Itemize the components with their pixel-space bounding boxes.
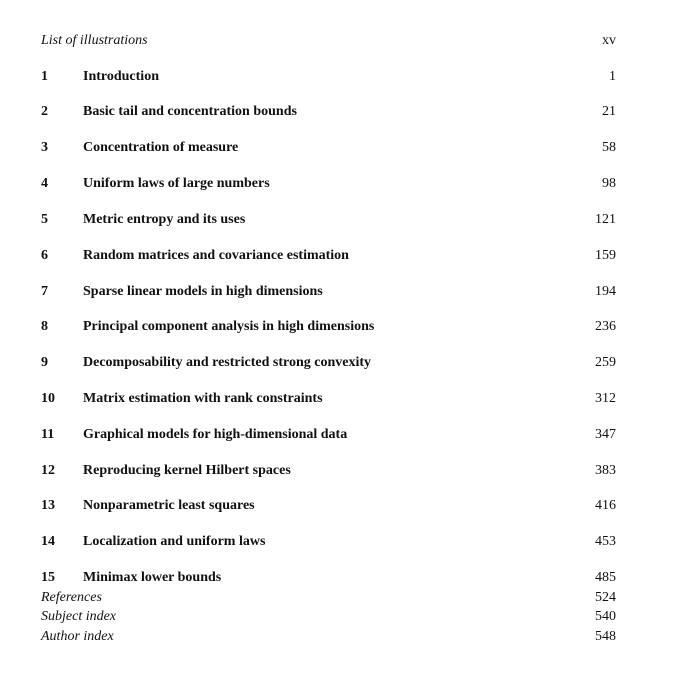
chapter-page: 485 bbox=[595, 570, 616, 585]
chapter-number: 5 bbox=[41, 212, 48, 227]
chapter-page: 236 bbox=[595, 319, 616, 334]
chapter-page: 21 bbox=[602, 104, 616, 119]
toc-entry-chapter-7[interactable] bbox=[41, 282, 616, 302]
chapter-number: 2 bbox=[41, 104, 48, 119]
toc-entry-chapter-1[interactable] bbox=[41, 67, 616, 87]
toc-entry-chapter-4[interactable] bbox=[41, 174, 616, 194]
toc-entry-chapter-14[interactable] bbox=[41, 532, 616, 552]
toc-entry-chapter-15[interactable] bbox=[41, 568, 616, 588]
toc-entry-title: Subject index bbox=[41, 609, 117, 624]
chapter-number: 3 bbox=[41, 140, 48, 155]
chapter-number: 10 bbox=[41, 391, 55, 406]
toc-entry-chapter-3[interactable] bbox=[41, 138, 616, 158]
toc-entry-chapter-5[interactable] bbox=[41, 210, 616, 230]
toc-entry-title: References bbox=[41, 590, 102, 605]
toc-entry-page: 548 bbox=[595, 629, 616, 644]
toc-entry-references[interactable] bbox=[41, 588, 616, 608]
toc-entry-chapter-2[interactable] bbox=[41, 102, 616, 122]
chapter-title: Sparse linear models in high dimensions bbox=[83, 284, 323, 299]
chapter-title: Localization and uniform laws bbox=[83, 534, 266, 549]
chapter-page: 98 bbox=[602, 176, 616, 191]
chapter-title: Basic tail and concentration bounds bbox=[83, 104, 297, 119]
chapter-title: Metric entropy and its uses bbox=[83, 212, 246, 227]
chapter-number: 11 bbox=[41, 427, 55, 442]
chapter-page: 383 bbox=[595, 463, 616, 478]
toc-entry-subject-index[interactable] bbox=[41, 607, 616, 627]
chapter-number: 12 bbox=[41, 463, 55, 478]
chapter-title: Principal component analysis in high dimensions bbox=[83, 319, 375, 334]
toc-entry-title: Author index bbox=[41, 629, 114, 644]
toc-entry-title: List of illustrations bbox=[41, 33, 148, 48]
chapter-number: 4 bbox=[41, 176, 48, 191]
chapter-title: Concentration of measure bbox=[83, 140, 239, 155]
chapter-number: 1 bbox=[41, 69, 48, 84]
chapter-page: 121 bbox=[595, 212, 616, 227]
chapter-page: 58 bbox=[602, 140, 616, 155]
chapter-page: 347 bbox=[595, 427, 616, 442]
chapter-page: 416 bbox=[595, 498, 616, 513]
toc-entry-chapter-6[interactable] bbox=[41, 246, 616, 266]
toc-entry-page: 540 bbox=[595, 609, 616, 624]
chapter-title: Uniform laws of large numbers bbox=[83, 176, 270, 191]
chapter-title: Random matrices and covariance estimation bbox=[83, 248, 349, 263]
chapter-page: 159 bbox=[595, 248, 616, 263]
chapter-page: 194 bbox=[595, 284, 616, 299]
toc-entry-author-index[interactable] bbox=[41, 627, 616, 647]
toc-entry-page: xv bbox=[602, 33, 616, 48]
toc-entry-list-of-illustrations[interactable] bbox=[41, 31, 616, 51]
toc-entry-chapter-13[interactable] bbox=[41, 496, 616, 516]
chapter-page: 312 bbox=[595, 391, 616, 406]
chapter-number: 14 bbox=[41, 534, 55, 549]
chapter-title: Matrix estimation with rank constraints bbox=[83, 391, 323, 406]
chapter-number: 15 bbox=[41, 570, 55, 585]
chapter-number: 9 bbox=[41, 355, 48, 370]
toc-entry-chapter-11[interactable] bbox=[41, 425, 616, 445]
chapter-page: 453 bbox=[595, 534, 616, 549]
toc-entry-chapter-9[interactable] bbox=[41, 353, 616, 373]
chapter-number: 6 bbox=[41, 248, 48, 263]
chapter-number: 8 bbox=[41, 319, 48, 334]
chapter-number: 13 bbox=[41, 498, 55, 513]
chapter-title: Graphical models for high-dimensional data bbox=[83, 427, 348, 442]
chapter-page: 259 bbox=[595, 355, 616, 370]
toc-entry-chapter-10[interactable] bbox=[41, 389, 616, 409]
chapter-page: 1 bbox=[609, 69, 616, 84]
toc-entry-page: 524 bbox=[595, 590, 616, 605]
toc-entry-chapter-12[interactable] bbox=[41, 461, 616, 481]
chapter-title: Nonparametric least squares bbox=[83, 498, 255, 513]
chapter-title: Introduction bbox=[83, 69, 159, 84]
toc-entry-chapter-8[interactable] bbox=[41, 317, 616, 337]
chapter-title: Minimax lower bounds bbox=[83, 570, 222, 585]
chapter-number: 7 bbox=[41, 284, 48, 299]
chapter-title: Decomposability and restricted strong convexity bbox=[83, 355, 372, 370]
chapter-title: Reproducing kernel Hilbert spaces bbox=[83, 463, 291, 478]
